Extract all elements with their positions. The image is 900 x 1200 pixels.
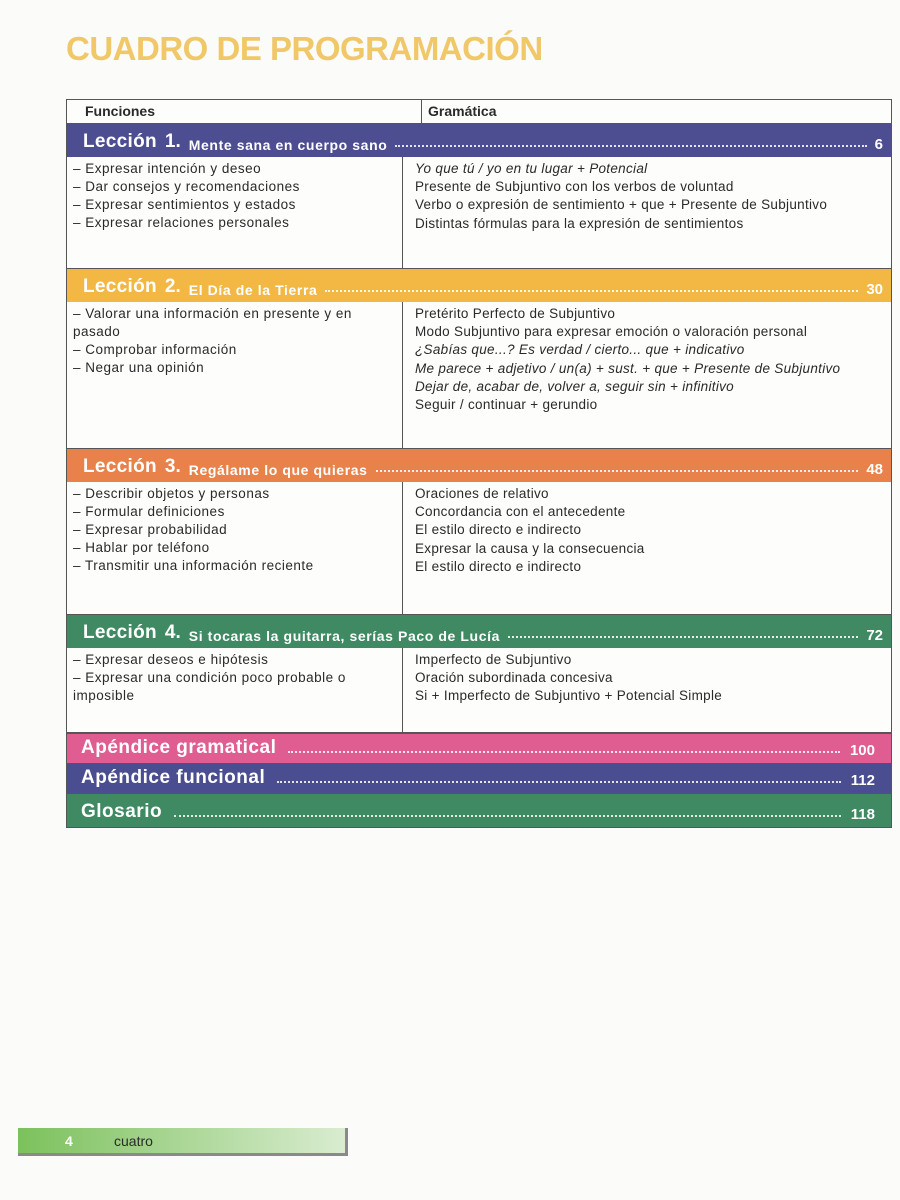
function-item: – Describir objetos y personas [73,486,270,501]
grammar-item: ¿Sabías que...? Es verdad / cierto... que + indicativo [415,342,745,358]
gramatica-cell [403,157,891,268]
function-item: – Dar consejos y recomendaciones [73,179,300,194]
grammar-item: Oración subordinada concesiva [415,670,613,686]
function-item: – Valorar una información en presente y en pasado [73,306,352,339]
grammar-item: Imperfecto de Subjuntivo [415,652,572,667]
lesson-label: Lección [83,276,157,297]
function-item: – Negar una opinión [73,360,205,375]
lesson-page: 48 [866,461,883,478]
lesson-2-band[interactable] [67,269,891,302]
header-gramatica: Gramática [428,103,497,119]
appendix-label: Apéndice gramatical [81,737,277,758]
header-funciones: Funciones [67,100,422,123]
dot-leader [277,781,841,783]
lesson-page: 6 [874,136,883,153]
function-item: – Expresar probabilidad [73,522,228,537]
grammar-item: Presente de Subjuntivo con los verbos de voluntad [415,179,734,195]
lesson-subtitle: Regálame lo que quieras [188,462,368,478]
function-item: – Expresar deseos e hipótesis [73,652,269,667]
lesson-subtitle: Mente sana en cuerpo sano [188,137,388,153]
dot-leader [376,470,859,472]
funciones-cell [67,302,403,448]
dot-leader [508,636,858,638]
grammar-item: Yo que tú / yo en tu lugar + Potencial [415,161,648,176]
lesson-label: Lección [83,622,157,643]
appendix-functional-band[interactable] [67,763,891,793]
gramatica-cell [403,302,891,448]
appendix-page: 112 [850,772,875,789]
grammar-item: Modo Subjuntivo para expresar emoción o valoración personal [415,324,808,340]
function-item: – Comprobar información [73,342,237,357]
dot-leader [288,751,840,753]
table-header [67,100,891,124]
lesson-label: Lección [83,131,157,152]
appendix-grammar-band[interactable] [67,733,891,763]
lesson-number: 2. [164,276,181,297]
grammar-item: Dejar de, acabar de, volver a, seguir sin + infinitivo [415,378,734,394]
grammar-item: El estilo directo e indirecto [415,558,582,574]
grammar-item: Me parece + adjetivo / un(a) + sust. + que + Presente de Subjuntivo [415,360,841,376]
funciones-cell [67,482,403,614]
appendix-label: Glosario [81,801,163,822]
function-item: – Formular definiciones [73,504,225,519]
page-footer [18,1128,348,1156]
lesson-4-content [67,648,891,733]
grammar-item: Concordancia con el antecedente [415,504,626,520]
dot-leader [395,145,866,147]
appendix-label: Apéndice funcional [81,767,266,788]
lesson-number: 1. [164,131,181,152]
lesson-label: Lección [83,456,157,477]
funciones-cell [67,648,403,732]
dot-leader [325,290,858,292]
page-number: 4 [65,1133,73,1149]
grammar-item: Oraciones de relativo [415,486,549,501]
appendix-page: 100 [849,742,875,759]
function-item: – Expresar una condición poco probable o imposible [73,670,346,703]
glossary-band[interactable] [67,793,891,827]
grammar-item: Distintas fórmulas para la expresión de sentimientos [415,215,744,231]
lesson-page: 72 [866,627,883,644]
grammar-item: Si + Imperfecto de Subjuntivo + Potencial Simple [415,688,723,704]
page-word: cuatro [114,1133,153,1149]
lesson-3-band[interactable] [67,449,891,482]
function-item: – Transmitir una información reciente [73,558,314,573]
grammar-item: Seguir / continuar + gerundio [415,397,598,413]
appendix-page: 118 [850,806,875,823]
dot-leader [174,815,841,817]
lesson-3-content [67,482,891,615]
lesson-1-band[interactable] [67,124,891,157]
function-item: – Hablar por teléfono [73,540,210,555]
lesson-subtitle: El Día de la Tierra [188,282,318,298]
funciones-cell [67,157,403,268]
function-item: – Expresar intención y deseo [73,161,262,176]
grammar-item: Verbo o expresión de sentimiento + que + Presente de Subjuntivo [415,197,828,213]
lesson-2-content [67,302,891,449]
lesson-4-band[interactable] [67,615,891,648]
lesson-number: 3. [164,456,181,477]
grammar-item: Pretérito Perfecto de Subjuntivo [415,306,616,321]
page-title: CUADRO DE PROGRAMACIÓN [66,30,543,67]
grammar-item: El estilo directo e indirecto [415,522,582,538]
grammar-item: Expresar la causa y la consecuencia [415,540,645,556]
lesson-page: 30 [866,281,883,298]
syllabus-table [66,99,892,828]
function-item: – Expresar sentimientos y estados [73,197,296,212]
function-item: – Expresar relaciones personales [73,215,290,230]
lesson-number: 4. [164,622,181,643]
lesson-subtitle: Si tocaras la guitarra, serías Paco de Lucía [188,628,500,644]
gramatica-cell [403,482,891,614]
gramatica-cell [403,648,891,732]
lesson-1-content [67,157,891,269]
